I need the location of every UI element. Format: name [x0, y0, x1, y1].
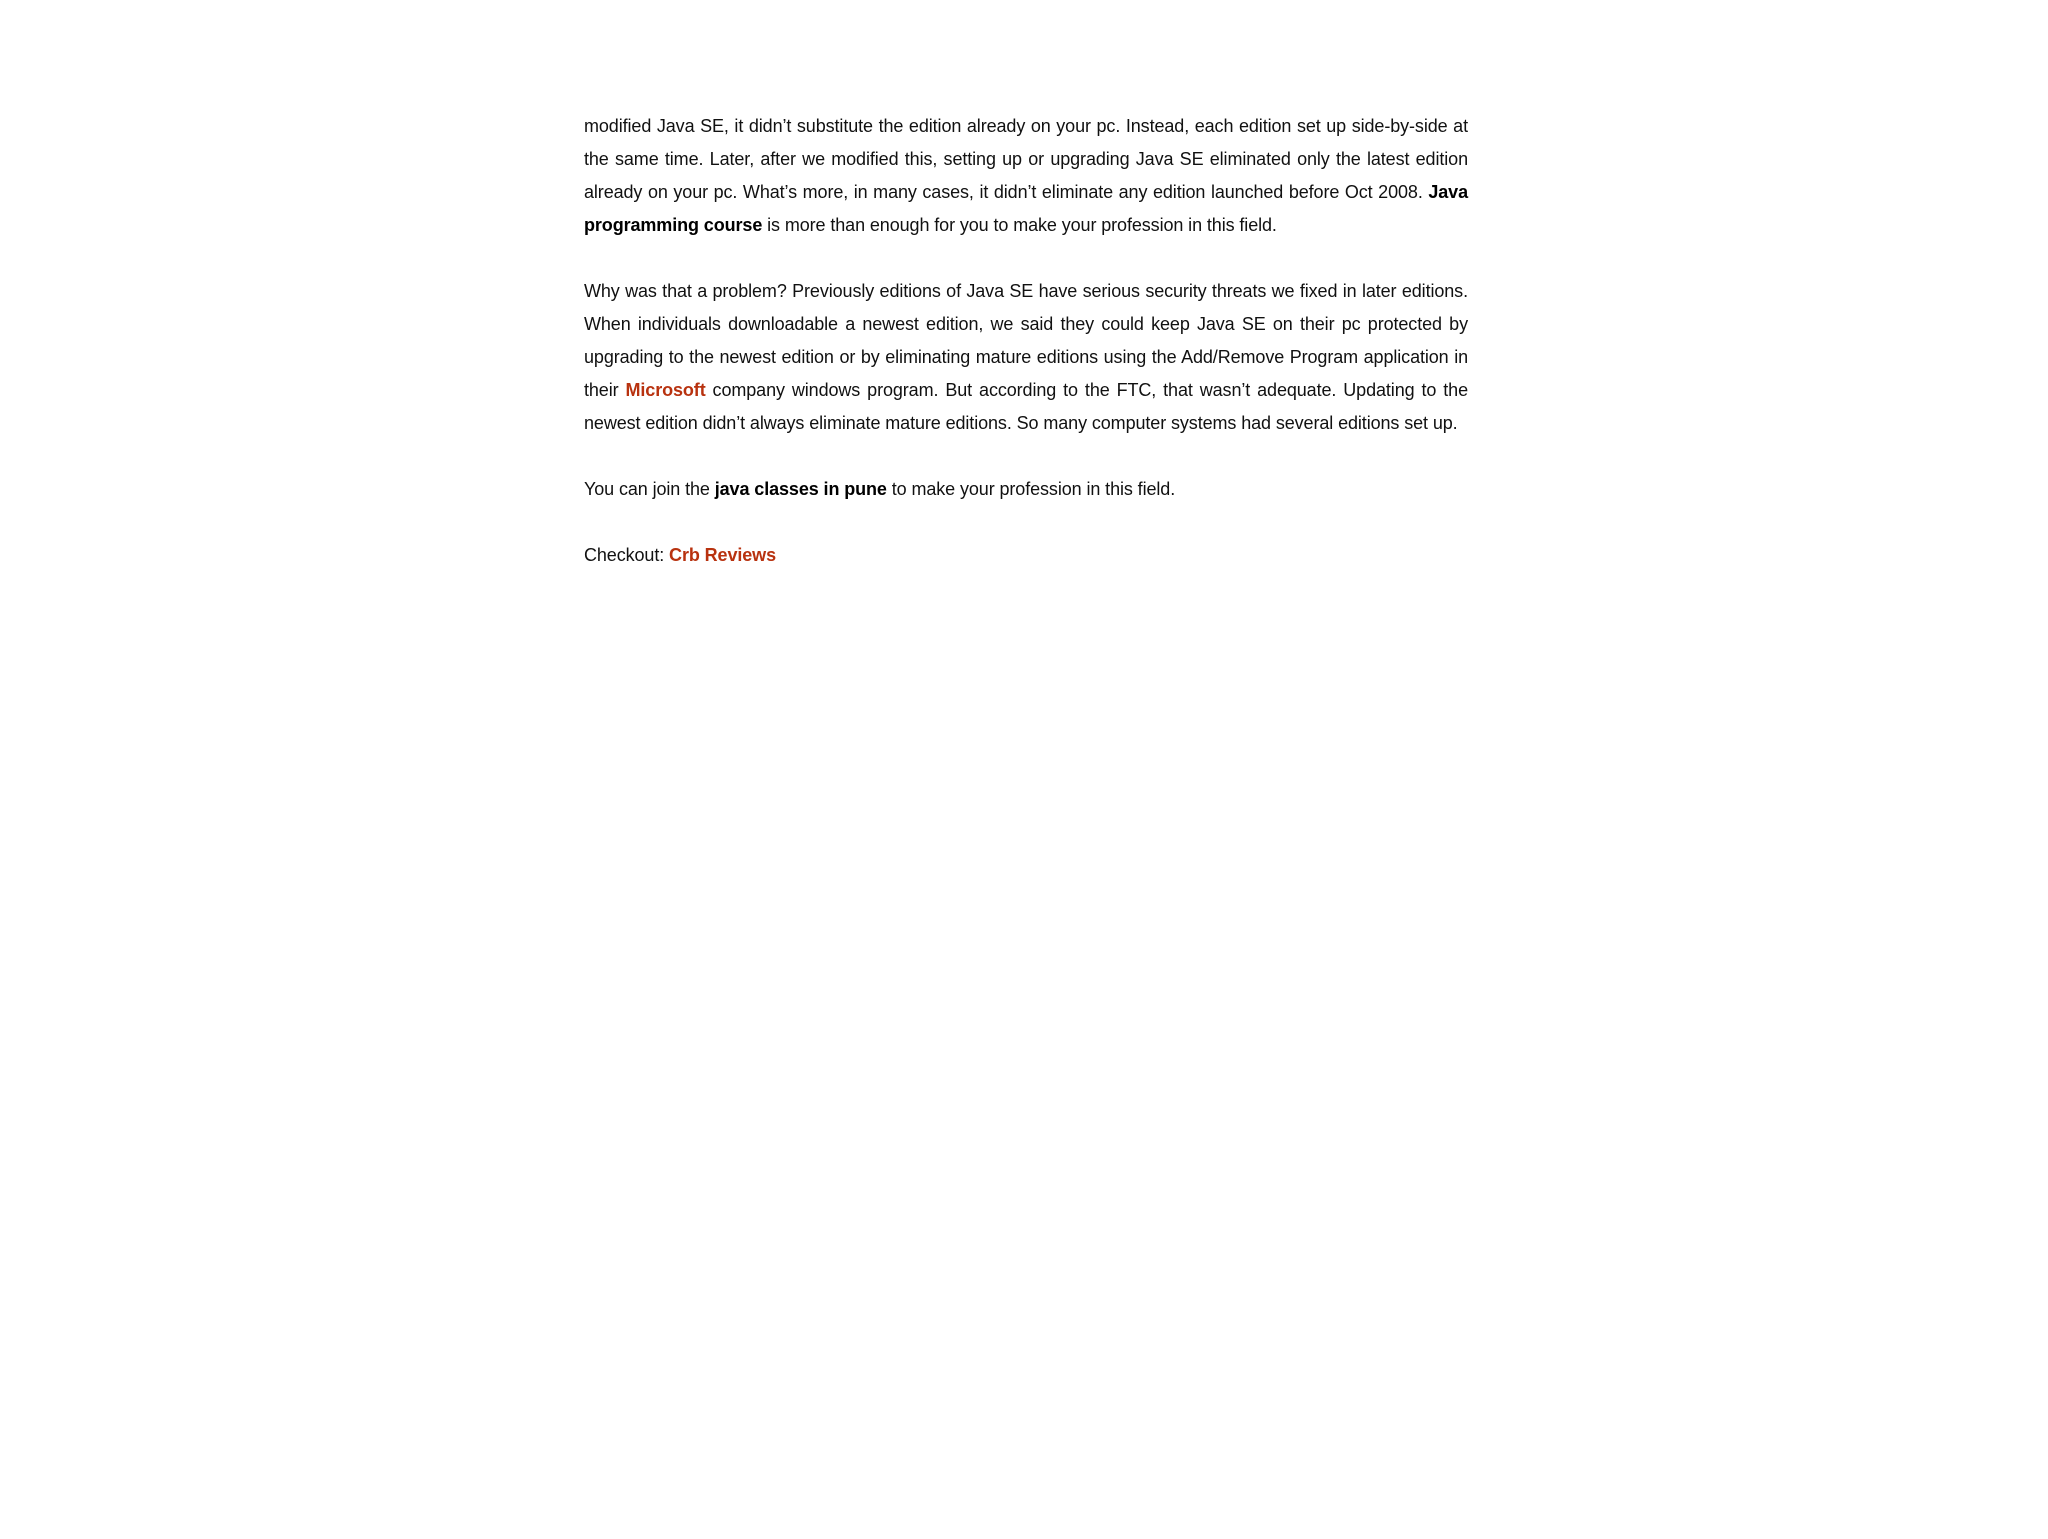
paragraph-java-editions [584, 110, 1468, 242]
article-body [584, 110, 1468, 605]
paragraph-security-problem [584, 275, 1468, 440]
bold-phrase-java-programming-course: Java programming course [584, 182, 1468, 235]
bold-phrase-java-classes-in-pune: java classes in pune [714, 479, 887, 499]
microsoft-link[interactable]: Microsoft [625, 380, 706, 400]
paragraph-java-classes [584, 473, 1468, 506]
text-segment: to make your profession in this field. [886, 479, 1176, 499]
text-segment: company windows program. But according to the FTC, that wasn’t adequate. Updating to the newest edition didn’t always eliminate mature editions. So many computer systems had several editions set up. [584, 380, 1468, 433]
text-segment: You can join the [584, 479, 715, 499]
checkout-label: Checkout: [584, 545, 670, 565]
text-segment: modified Java SE, it didn’t substitute the edition already on your pc. Instead, each edition set up side-by-side at the same time. Later, after we modified this, setting up or upgrading Java SE eliminated only the latest edition already on your pc. What’s more, in many cases, it didn’t eliminate any edition launched before Oct 2008. [584, 116, 1468, 202]
crb-reviews-link[interactable]: Crb Reviews [669, 545, 776, 565]
text-segment: is more than enough for you to make your profession in this field. [762, 215, 1277, 235]
paragraph-checkout [584, 539, 1468, 572]
text-segment: Why was that a problem? Previously editions of Java SE have serious security threats we fixed in later editions. When individuals downloadable a newest edition, we said they could keep Java SE on their pc protected by upgrading to the newest edition or by eliminating mature editions using the Add/Remove Program application in their [584, 281, 1468, 400]
